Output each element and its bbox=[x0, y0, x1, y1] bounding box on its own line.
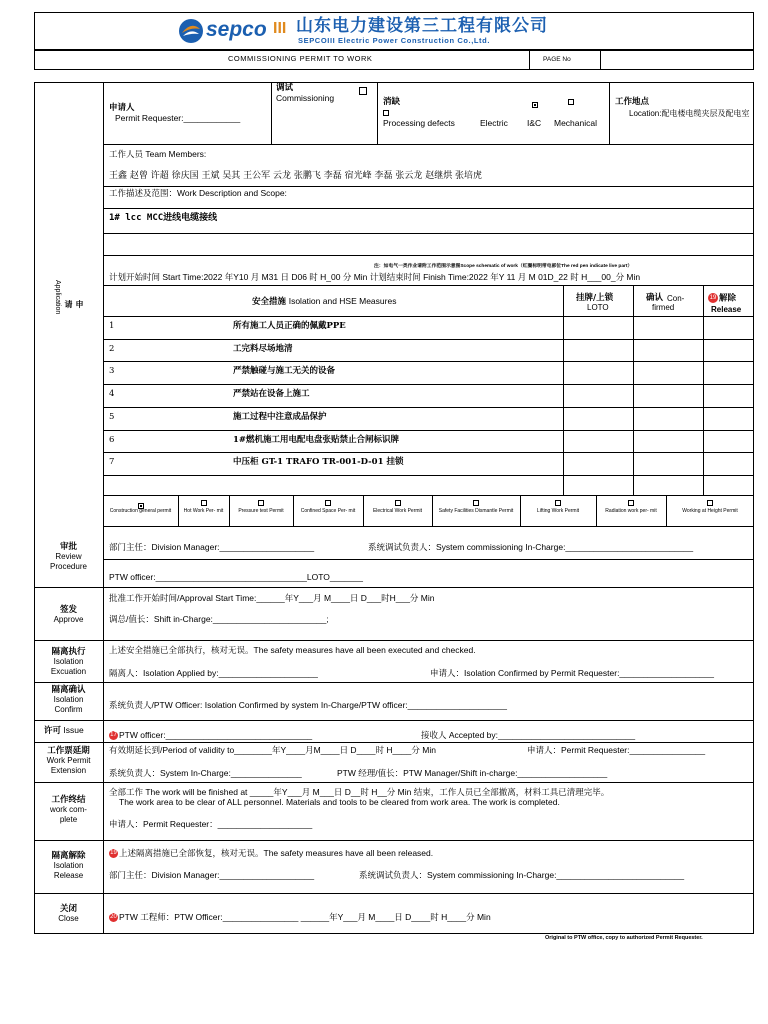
logo-text: sepco bbox=[206, 18, 267, 41]
measure-text: 中压柜 GT-1 TRAFO TR-001-D-01 挂锁 bbox=[233, 457, 404, 468]
extension-system-incharge[interactable]: 系统负责人：System In-Charge:_______________ bbox=[109, 768, 302, 778]
permit-type-option[interactable] bbox=[432, 495, 520, 526]
measure-text: 严禁站在设备上施工 bbox=[233, 389, 310, 400]
requester-cn: 申请人 bbox=[109, 103, 135, 113]
confirm-cell[interactable] bbox=[633, 430, 703, 453]
complete-line2: The work area to be clear of ALL personnel. Materials and tools to be cleared from work area. The work is completed. bbox=[119, 797, 560, 807]
scope-value[interactable]: 1# lcc MCC进线电缆接线 bbox=[109, 213, 218, 223]
iandc-checkbox[interactable] bbox=[532, 102, 538, 108]
confirm-cell[interactable] bbox=[633, 384, 703, 407]
approve-shift[interactable]: 调总/值长：Shift in-Charge:________________________; bbox=[109, 614, 329, 624]
measure-row bbox=[103, 339, 754, 362]
company-name-en: SEPCOIII Electric Power Construction Co.,Ltd. bbox=[298, 36, 491, 45]
measure-text: 施工过程中注意成品保护 bbox=[233, 411, 327, 422]
measure-row bbox=[103, 452, 754, 475]
measure-number: 6 bbox=[109, 434, 115, 445]
measure-text: 所有施工人员正确的佩戴PPE bbox=[233, 321, 346, 331]
confirm-cell[interactable] bbox=[633, 361, 703, 384]
confirm-cell[interactable] bbox=[633, 407, 703, 430]
extension-side: 工作票延期 Work Permit Extension bbox=[46, 746, 91, 775]
iso-confirm-line[interactable]: 系统负责人/PTW Officer: Isolation Confirmed by system In-Charge/PTW officer:_____________________ bbox=[109, 700, 507, 710]
confirm-cell[interactable] bbox=[633, 452, 703, 475]
measure-number: 5 bbox=[109, 411, 115, 422]
permit-type-option[interactable] bbox=[229, 495, 293, 526]
confirm-header-cn: 确认 bbox=[646, 293, 664, 303]
confirm-header-en: Con- firmed bbox=[652, 294, 685, 312]
complete-line1[interactable]: 全部工作 The work will be finished at _____年Y___月 M___日 D__时 H__分 Min 结束，工作人员已全部撤离，材料工具已清理完毕。 bbox=[109, 787, 610, 797]
confirm-cell[interactable] bbox=[633, 339, 703, 362]
permit-type-checkbox[interactable] bbox=[258, 500, 264, 506]
approve-side: 签发 Approve bbox=[53, 605, 84, 624]
permit-type-checkbox[interactable] bbox=[707, 500, 713, 506]
confirm-cell[interactable] bbox=[633, 316, 703, 339]
review-manager[interactable]: 部门主任：Division Manager:____________________ bbox=[109, 542, 315, 552]
issue-accepted-by[interactable]: 接收人 Accepted by:_____________________________ bbox=[421, 730, 636, 740]
measure-row bbox=[103, 384, 754, 407]
commissioning-cn: 调试 bbox=[276, 83, 294, 93]
permit-type-label: Radiation work per- mit bbox=[605, 508, 657, 514]
close-side: 关闭 Close bbox=[58, 904, 79, 923]
permit-type-option[interactable] bbox=[520, 495, 596, 526]
release-cell[interactable] bbox=[703, 452, 768, 475]
release-cell[interactable] bbox=[703, 361, 768, 384]
permit-type-label: Confined Space Per- mit bbox=[300, 508, 356, 514]
extension-ptw-manager[interactable]: PTW 经理/值长：PTW Manager/Shift in-charge:___________________ bbox=[337, 768, 608, 778]
measure-number: 4 bbox=[109, 389, 115, 400]
release-header-en: Release bbox=[711, 305, 742, 314]
team-names[interactable]: 王鑫 赵曾 许超 徐庆国 王斌 吴其 王公军 云龙 张鹏飞 李磊 宿光峰 李磊 张云龙 赵继烘 张培虎 bbox=[109, 171, 483, 181]
iso-release-statement: 19 上述隔离措施已全部恢复，核对无误。The safety measures have all been released. bbox=[110, 848, 434, 858]
review-ptw-officer[interactable]: PTW officer:________________________________LOTO_______ bbox=[109, 572, 363, 582]
permit-type-label: Safety Facilities Dismantle Permit bbox=[438, 508, 514, 514]
loto-cell[interactable] bbox=[563, 361, 633, 384]
scope-note: 注：如电气一类作业请附工作范围示意图Scope schematic of work（红圈标明带电部位The red pen indicate live part） bbox=[374, 264, 633, 269]
permit-type-option[interactable] bbox=[103, 495, 178, 526]
loto-header-cn: 挂牌/上锁 bbox=[576, 293, 614, 303]
mechanical-label: Mechanical bbox=[554, 118, 597, 128]
permit-type-option[interactable] bbox=[596, 495, 666, 526]
mechanical-checkbox[interactable] bbox=[568, 99, 574, 105]
extension-validity[interactable]: 有效期延长到/Period of validity to________年Y____月M____日 D____时 H____分 Min bbox=[109, 745, 436, 755]
form-title: COMMISSIONING PERMIT TO WORK bbox=[228, 54, 373, 63]
permit-type-option[interactable] bbox=[363, 495, 432, 526]
measure-number: 2 bbox=[109, 343, 115, 354]
team-label: 工作人员 Team Members: bbox=[109, 149, 207, 159]
close-ptw-officer[interactable]: 20 PTW 工程师：PTW Officer:________________ ______年Y___月 M____日 D____时 H____分 Min bbox=[110, 912, 491, 922]
logo-swirl-icon bbox=[178, 18, 204, 44]
loto-header-en: LOTO bbox=[587, 303, 609, 312]
permit-type-option[interactable] bbox=[293, 495, 363, 526]
measure-row bbox=[103, 316, 754, 339]
planned-time[interactable]: 计划开始时间 Start Time:2022 年Y10 月 M31 日 D06 时 H_00 分 Min 计划结束时间 Finish Time:2022 年Y 11 月 M 01D_22 时 H___00_分 Min bbox=[109, 272, 641, 282]
iso-release-incharge[interactable]: 系统调试负责人：System commissioning In-Charge:___________________________ bbox=[359, 870, 685, 880]
location-cn: 工作地点 bbox=[615, 97, 650, 107]
footer-note: Original to PTW office, copy to authorized Permit Requester. bbox=[545, 935, 703, 941]
permit-type-label: Lifting Work Permit bbox=[536, 508, 580, 514]
permit-type-label: Pressure test Permit bbox=[238, 508, 284, 514]
release-cell[interactable] bbox=[703, 339, 768, 362]
page-no-label: PAGE No bbox=[543, 56, 571, 63]
loto-cell[interactable] bbox=[563, 339, 633, 362]
location-field[interactable]: Location:配电楼电缆夹层及配电室 bbox=[629, 109, 750, 118]
defects-checkbox[interactable] bbox=[383, 110, 389, 116]
permit-type-checkbox[interactable] bbox=[201, 500, 207, 506]
permit-type-checkbox[interactable] bbox=[628, 500, 634, 506]
permit-type-label: Working at Height Permit bbox=[682, 508, 738, 514]
issue-ptw-officer[interactable]: 17 PTW officer:_______________________________ bbox=[110, 730, 313, 740]
measure-number: 7 bbox=[109, 457, 115, 468]
loto-cell[interactable] bbox=[563, 384, 633, 407]
iso-exec-statement: 上述安全措施已全部执行，核对无误。The safety measures have all been executed and checked. bbox=[109, 645, 476, 655]
iso-release-manager[interactable]: 部门主任：Division Manager:____________________ bbox=[109, 870, 315, 880]
measure-number: 1 bbox=[109, 321, 115, 331]
defects-en: Processing defects bbox=[383, 118, 455, 128]
company-logo bbox=[178, 16, 598, 46]
extension-requester[interactable]: 申请人：Permit Requester:________________ bbox=[527, 745, 706, 755]
commissioning-en: Commissioning bbox=[276, 93, 335, 103]
release-cell[interactable] bbox=[703, 384, 768, 407]
loto-cell[interactable] bbox=[563, 316, 633, 339]
release-cell[interactable] bbox=[703, 430, 768, 453]
complete-requester[interactable]: 申请人：Permit Requester：____________________ bbox=[109, 819, 313, 829]
release-cell[interactable] bbox=[703, 316, 768, 339]
defects-cn: 消缺 bbox=[383, 97, 401, 107]
measure-row bbox=[103, 361, 754, 384]
permit-type-label: Construction general permit bbox=[109, 508, 172, 514]
company-name-cn: 山东电力建设第三工程有限公司 bbox=[296, 16, 548, 36]
loto-cell[interactable] bbox=[563, 452, 633, 475]
logo-suffix: III bbox=[273, 20, 287, 37]
permit-type-checkbox[interactable] bbox=[473, 500, 479, 506]
release-header: 19 解除 bbox=[709, 293, 737, 304]
permit-type-option[interactable] bbox=[178, 495, 229, 526]
commissioning-checkbox[interactable] bbox=[359, 87, 367, 95]
review-incharge[interactable]: 系统调试负责人：System commissioning In-Charge:___________________________ bbox=[368, 542, 694, 552]
measure-row bbox=[103, 430, 754, 453]
iso-applied-by[interactable]: 隔离人：Isolation Applied by:_____________________ bbox=[109, 668, 318, 678]
permit-type-checkbox[interactable] bbox=[325, 500, 331, 506]
loto-cell[interactable] bbox=[563, 430, 633, 453]
issue-side: 许可 Issue bbox=[44, 725, 84, 736]
permit-type-label: Hot Work Per- mit bbox=[183, 508, 224, 514]
iso-confirmed-requester[interactable]: 申请人：Isolation Confirmed by Permit Requester:____________________ bbox=[430, 668, 714, 678]
complete-side: 工作终结 work com- plete bbox=[50, 795, 87, 824]
iso-exec-side: 隔离执行 Isolation Excuation bbox=[50, 647, 87, 676]
iandc-label: I&C bbox=[527, 118, 542, 128]
review-side: 审批 Review Procedure bbox=[50, 542, 87, 571]
measure-row bbox=[103, 407, 754, 430]
release-cell[interactable] bbox=[703, 407, 768, 430]
measure-text: 工完料尽场地清 bbox=[233, 343, 293, 354]
iso-release-side: 隔离解除 Isolation Release bbox=[51, 851, 86, 880]
permit-type-checkbox[interactable] bbox=[395, 500, 401, 506]
loto-cell[interactable] bbox=[563, 407, 633, 430]
measure-text: 1#燃机施工用电配电盘张贴禁止合闸标识牌 bbox=[233, 434, 400, 445]
title-row bbox=[34, 50, 754, 70]
measure-text: 严禁触碰与施工无关的设备 bbox=[233, 366, 336, 377]
measure-number: 3 bbox=[109, 366, 115, 377]
iso-confirm-side: 隔离确认 Isolation Confirm bbox=[51, 685, 86, 714]
permit-type-option[interactable] bbox=[666, 495, 754, 526]
requester-field[interactable]: Permit Requester:____________ bbox=[115, 113, 241, 123]
scope-label: 工作描述及范围：Work Description and Scope: bbox=[109, 188, 287, 198]
measures-header: 安全措施 Isolation and HSE Measures bbox=[252, 296, 397, 307]
approve-start-time[interactable]: 批准工作开始时间/Approval Start Time:______年Y___月 M____日 D___时H___分 Min bbox=[109, 593, 435, 603]
electric-label: Electric bbox=[480, 118, 508, 128]
permit-type-checkbox[interactable] bbox=[555, 500, 561, 506]
permit-type-label: Electrical Work Permit bbox=[372, 508, 423, 514]
